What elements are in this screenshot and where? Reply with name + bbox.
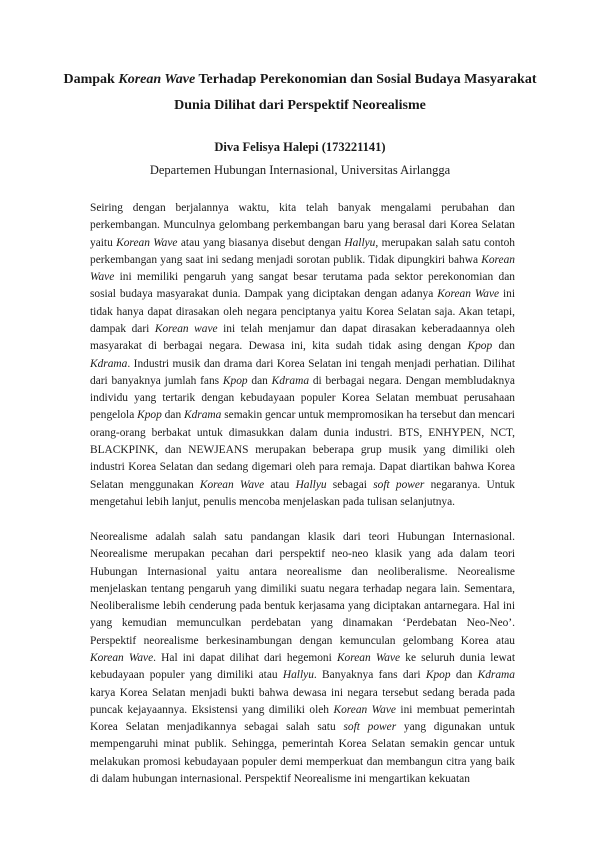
title-part1: Dampak <box>63 72 119 87</box>
text-run: negaranya. Untuk mengetahui lebih lanjut, penulis mencoba menjelaskan pada tulisan selanjutnya. <box>90 478 515 508</box>
text-run: dan <box>161 409 184 422</box>
text-run: sebagai <box>326 478 374 491</box>
author-affiliation: Departemen Hubungan Internasional, Universitas Airlangga <box>149 163 451 177</box>
italic-term: Korean Wave <box>333 703 396 716</box>
italic-term: Kpop <box>222 374 248 387</box>
text-run: semakin gencar untuk mempromosikan ha tersebut dan mencari orang-orang berbakat untuk dimasukkan dalam dunia industri. BTS, ENHYPEN, NCT, BLACKPINK, dan NEWJEANS merupakan beberapa grup musik yang dimiliki oleh industri Korea Selatan dan sedang digemari oleh para remaja. Dapat diartikan bahwa Korea Selatan menggunakan <box>90 409 515 491</box>
italic-term: Hallyu <box>295 478 327 491</box>
text-run: ini telah menjamur dan dapat dirasakan keberadaannya oleh masyarakat di berbagai negara. Dewasa ini, kita sudah tidak asing dengan <box>90 322 515 353</box>
italic-term: soft power <box>373 478 425 491</box>
italic-term: Kdrama <box>477 669 515 682</box>
italic-term: Korean Wave <box>90 253 515 284</box>
text-run: ini tidak hanya dapat dirasakan oleh negara penciptanya yaitu Korea Selatan saja. Akan tetapi, dampak dari <box>90 288 515 335</box>
author-name: Diva Felisya Halepi (173221141) <box>214 140 386 154</box>
text-run: atau <box>264 478 296 491</box>
italic-term: Kpop <box>467 340 493 353</box>
text-run: dan <box>450 669 478 682</box>
text-run: dan <box>492 340 516 353</box>
text-run: . Industri musik dan drama dari Korea Selatan ini tengah menjadi perhatian. Dilihat dari banyaknya jumlah fans <box>90 357 515 387</box>
italic-term: Korean Wave <box>116 236 178 249</box>
text-run: karya Korea Selatan menjadi bukti bahwa dewasa ini negara tersebut sedang berada pada puncak kejayaannya. Eksistensi yang dimiliki oleh <box>90 686 515 716</box>
text-run: ke seluruh dunia lewat kebudayaan populer yang dimiliki atau <box>90 651 515 682</box>
text-run: , merupakan salah satu contoh perkembangan yang saat ini sedang menjadi sorotan publik. Tidak dipungkiri bahwa <box>90 236 515 266</box>
text-run: Seiring dengan berjalannya waktu, kita telah banyak mengalami perubahan dan perkembangan. Munculnya gelombang perkembangan baru yang berasal dari Korea Selatan yaitu <box>90 202 515 249</box>
text-run: ini membuat pemerintah Korea Selatan menjadikannya sebagai salah satu <box>90 703 515 734</box>
text-run: . Hal ini dapat dilihat dari hegemoni <box>153 651 337 664</box>
text-run: Neorealisme adalah salah satu pandangan klasik dari teori Hubungan Internasional. Neorealisme merupakan pecahan dari perspektif neo-neo klasik yang ada dalam teori Hubungan Internasional yaitu antara neorealisme dan neoliberalisme. Neorealisme menjelaskan tentang pengaruh yang dimiliki suatu negara terhadap negara lain. Sementara, Neoliberalisme lebih cenderung pada bentuk kerjasama yang diciptakan antarnegara. Hal ini yang kemudian memunculkan perdebatan yang dinamakan ‘Perdebatan Neo-Neo’. Perspektif neorealisme berkesinambungan dengan kemunculan gelombang Korea atau <box>90 531 515 647</box>
text-run: yang digunakan untuk mempengaruhi minat publik. Sehingga, pemerintah Korea Selatan semakin gencar untuk melakukan promosi kebudayaan populer demi memperkuat dan membangun citra yang baik di dalam hubungan internasional. Perspektif Neorealisme ini mengartikan kekuatan <box>90 721 515 785</box>
italic-term: Korean Wave <box>336 651 401 664</box>
document-title <box>60 67 540 119</box>
italic-term: Kpop <box>425 669 451 682</box>
italic-term: Korean Wave <box>199 478 265 491</box>
italic-term: Korean Wave <box>437 288 500 301</box>
text-run: atau yang biasanya disebut dengan <box>177 236 345 249</box>
italic-term: Kdrama <box>184 409 222 422</box>
text-run: ini memiliki pengaruh yang sangat besar terutama pada sektor perekonomian dan sosial budaya masyarakat dunia. Dampak yang diciptakan dengan adanya <box>90 271 515 301</box>
italic-term: Hallyu <box>282 669 314 682</box>
paragraph-2 <box>90 529 515 788</box>
title-part2: Terhadap Perekonomian dan Sosial Budaya Masyarakat Dunia Dilihat dari Perspektif Neorealisme <box>174 72 537 113</box>
italic-term: soft power <box>343 721 397 734</box>
italic-term: Korean Wave <box>90 651 154 664</box>
italic-term: Kpop <box>137 409 162 422</box>
text-run: . Banyaknya fans dari <box>313 669 426 682</box>
title-italic: Korean Wave <box>118 72 196 87</box>
italic-term: Kdrama <box>90 357 128 370</box>
paragraph-1 <box>90 200 515 511</box>
text-run: dan <box>247 374 272 387</box>
italic-term: Kdrama <box>271 374 310 387</box>
text-run: di berbagai negara. Dengan membludaknya individu yang tertarik dengan kebudayaan populer Korea Selatan membuat perusahaan pengelola <box>90 374 515 422</box>
italic-term: Hallyu <box>344 236 376 249</box>
italic-term: Korean wave <box>154 322 218 335</box>
